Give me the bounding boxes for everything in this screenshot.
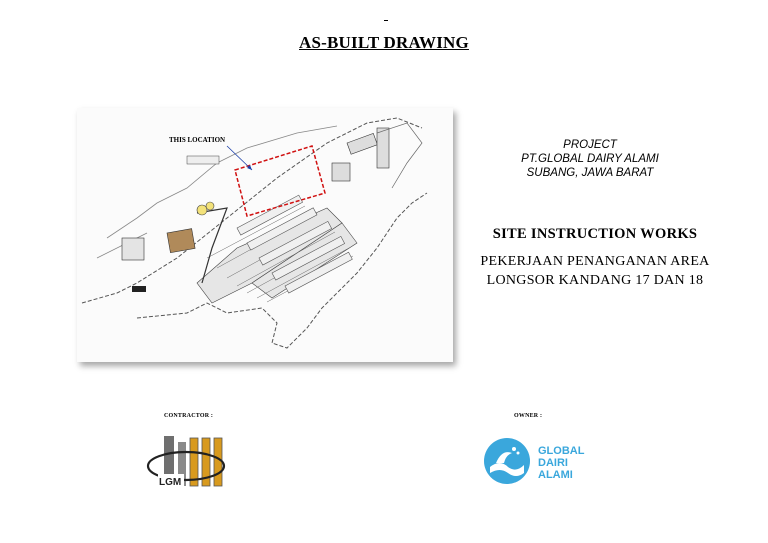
page-title: AS-BUILT DRAWING	[299, 33, 469, 52]
project-location: SUBANG, JAWA BARAT	[526, 167, 654, 179]
project-company: PT.GLOBAL DAIRY ALAMI	[521, 153, 659, 165]
owner-logo-line-3: ALAMI	[538, 469, 573, 481]
work-description	[462, 252, 728, 290]
map-location-label: THIS LOCATION	[169, 136, 226, 144]
work-title: SITE INSTRUCTION WORKS	[492, 226, 698, 242]
contractor-logo	[146, 434, 236, 492]
title-mark	[384, 20, 388, 21]
owner-label: OWNER :	[514, 413, 543, 419]
owner-logo	[482, 433, 602, 489]
work-line-2: LONGSOR KANDANG 17 DAN 18	[486, 273, 704, 288]
project-info	[470, 138, 710, 180]
owner-logo-line-1: GLOBAL	[538, 445, 585, 457]
project-label: PROJECT	[563, 139, 617, 151]
work-line-1: PEKERJAAN PENANGANAN AREA	[480, 254, 710, 269]
site-plan-image	[77, 108, 453, 362]
contractor-logo-text: LGM	[159, 477, 182, 488]
owner-logo-line-2: DAIRI	[538, 457, 568, 469]
contractor-label: CONTRACTOR :	[164, 413, 214, 419]
